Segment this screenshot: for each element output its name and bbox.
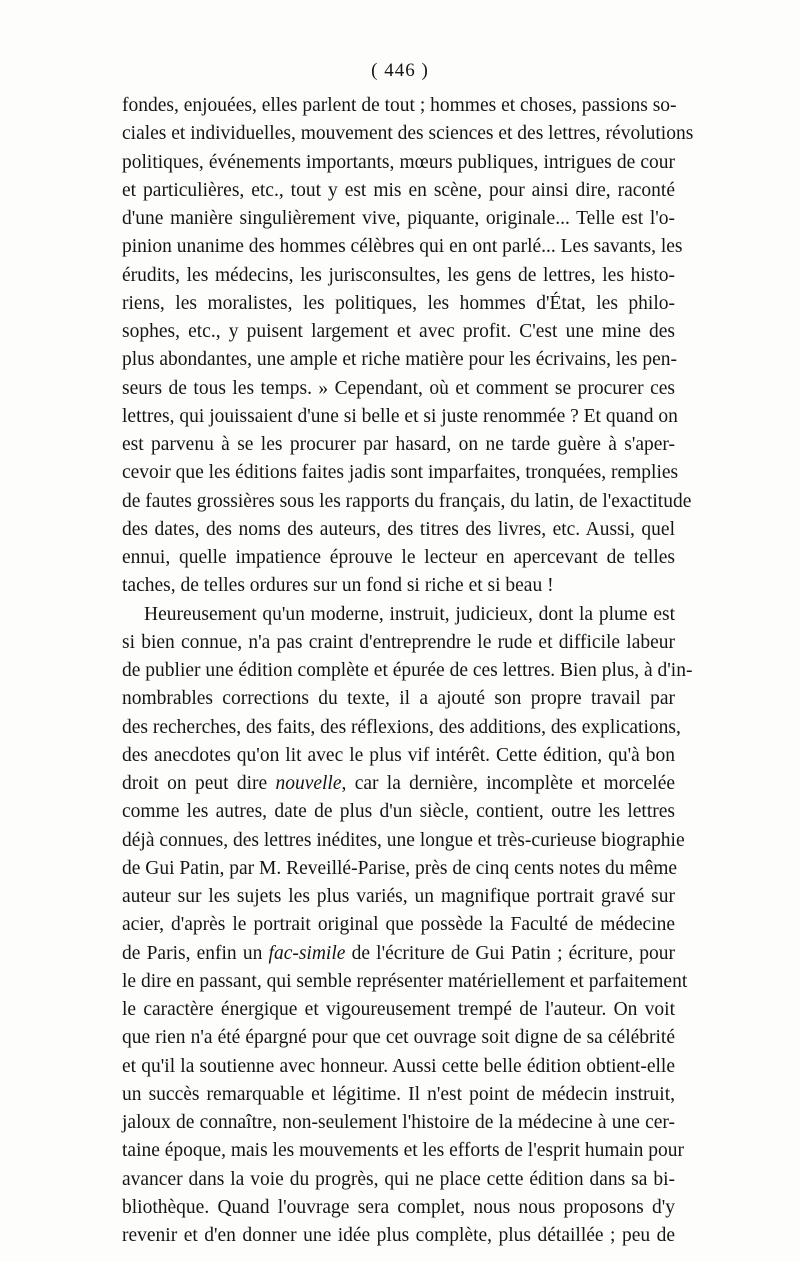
text-line: ciales et individuelles, mouvement des sciences et des lettres, révolutions [122,123,694,145]
text-line: pinion unanime des hommes célèbres qui en ont parlé... Les savants, les [122,236,683,258]
text-line: acier, d'après le portrait original que possède la Faculté de médecine [122,914,675,936]
text-line: jaloux de connaître, non-seulement l'histoire de la médecine à une cer- [122,1112,675,1133]
text-line: ennui, quelle impatience éprouve le lecteur en apercevant de telles [122,547,675,568]
italic-word: fac-simile [268,942,346,964]
text-line: auteur sur les sujets les plus variés, un magnifique portrait gravé sur [122,886,675,907]
text-line: comme les autres, date de plus d'un siècle, contient, outre les lettres [122,801,675,823]
text-line: de fautes grossières sous les rapports du français, du latin, de l'exactitude [122,490,692,512]
text-line-with-italic: droit on peut dire nouvelle, car la dernière, incomplète et morcelée [122,773,676,794]
text-line: de publier une édition complète et épurée de ces lettres. Bien plus, à d'in- [122,660,693,681]
text-line: si bien connue, n'a pas craint d'entreprendre le rude et difficile labeur [122,631,675,653]
text-line: des recherches, des faits, des réflexions, des additions, des explications, [122,716,681,738]
text-line: érudits, les médecins, les jurisconsultes, les gens de lettres, les histo- [122,264,675,286]
text-line: riens, les moralistes, les politiques, les hommes d'État, les philo- [122,292,675,314]
text-line: lettres, qui jouissaient d'une si belle et si juste renommée ? Et quand on [122,405,678,427]
text-line-with-italic: de Paris, enfin un fac-simile de l'écriture de Gui Patin ; écriture, pour [122,942,675,964]
text-line: avancer dans la voie du progrès, qui ne place cette édition dans sa bi- [122,1168,675,1190]
text-line: des dates, des noms des auteurs, des titres des livres, etc. Aussi, quel [122,518,675,540]
text-line: le caractère énergique et vigoureusement trempé de l'auteur. On voit [122,999,675,1020]
italic-word: nouvelle [275,773,342,794]
text-line: politiques, événements importants, mœurs publiques, intrigues de cour [122,151,675,173]
text-line: de Gui Patin, par M. Reveillé-Parise, près de cinq cents notes du même [122,857,678,879]
text-line: un succès remarquable et légitime. Il n'est point de médecin instruit, [122,1083,675,1105]
text-line: le dire en passant, qui semble représenter matériellement et parfaitement [122,970,688,992]
text-line: revenir et d'en donner une idée plus complète, plus détaillée ; peu de [122,1225,675,1246]
text-line: Heureusement qu'un moderne, instruit, judicieux, dont la plume est [144,603,675,625]
text-line: nombrables corrections du texte, il a ajouté son propre travail par [122,688,675,710]
text-line: des anecdotes qu'on lit avec le plus vif intérêt. Cette édition, qu'à bon [122,744,675,766]
text-line: déjà connues, des lettres inédites, une longue et très-curieuse biographie [122,829,685,851]
text-line: taine époque, mais les mouvements et les efforts de l'esprit humain pour [122,1140,685,1162]
text-line: fondes, enjouées, elles parlent de tout ; hommes et choses, passions so- [122,95,677,116]
page-number: ( 446 ) [371,60,429,81]
text-line: plus abondantes, une ample et riche matière pour les écrivains, les pen- [122,349,678,371]
text-line: sophes, etc., y puisent largement et avec profit. C'est une mine des [122,321,675,342]
text-line: cevoir que les éditions faites jadis sont imparfaites, tronquées, remplies [122,462,679,484]
text-line: d'une manière singulièrement vive, piquante, originale... Telle est l'o- [122,208,675,229]
body-text [122,92,694,1250]
text-line: bliothèque. Quand l'ouvrage sera complet, nous nous proposons d'y [122,1196,675,1218]
text-line: et particulières, etc., tout y est mis en scène, pour ainsi dire, raconté [122,179,675,201]
text-line: est parvenu à se les procurer par hasard, on ne tarde guère à s'aper- [122,434,675,455]
text-line: que rien n'a été épargné pour que cet ouvrage soit digne de sa célébrité [122,1027,675,1049]
text-line: taches, de telles ordures sur un fond si riche et si beau ! [122,575,554,597]
text-line: et qu'il la soutienne avec honneur. Aussi cette belle édition obtient-elle [122,1055,675,1077]
text-line: seurs de tous les temps. » Cependant, où et comment se procurer ces [122,377,675,399]
